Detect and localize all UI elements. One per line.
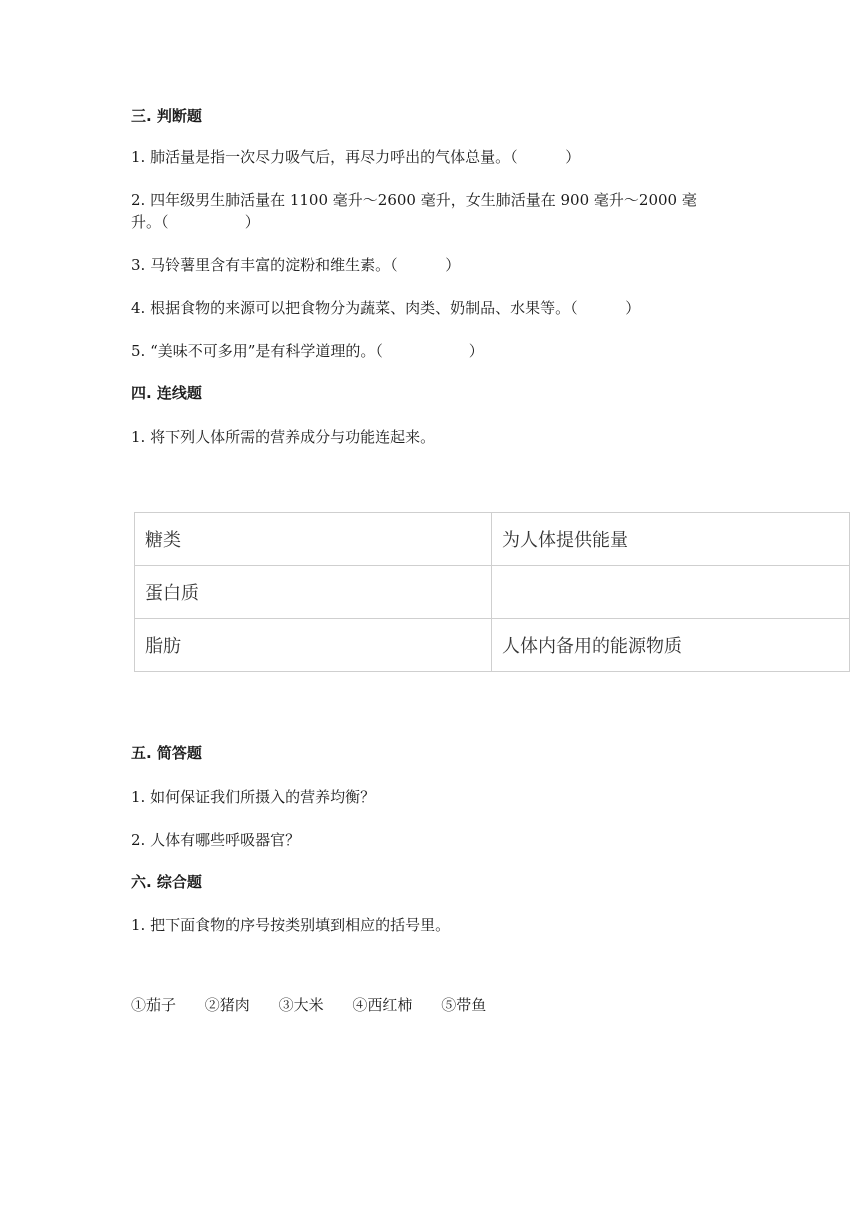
food-item: ⑤带鱼 xyxy=(441,996,487,1014)
matching-table xyxy=(134,512,850,672)
judgment-question-4: 4. 根据食物的来源可以把食物分为蔬菜、肉类、奶制品、水果等。（ ） xyxy=(131,299,641,317)
judgment-question-3: 3. 马铃薯里含有丰富的淀粉和维生素。（ ） xyxy=(131,256,461,274)
nutrient-cell[interactable]: 脂肪 xyxy=(135,619,492,672)
section-title-comprehensive: 六. 综合题 xyxy=(131,873,202,891)
food-item: ④西红柿 xyxy=(352,996,413,1014)
table-row xyxy=(135,566,850,619)
function-cell[interactable] xyxy=(492,566,850,619)
food-item: ①茄子 xyxy=(131,996,177,1014)
food-list xyxy=(131,994,510,1016)
judgment-question-1: 1. 肺活量是指一次尽力吸气后，再尽力呼出的气体总量。（ ） xyxy=(131,148,581,166)
section-title-short-answer: 五. 简答题 xyxy=(131,744,202,762)
matching-question-1: 1. 将下列人体所需的营养成分与功能连起来。 xyxy=(131,428,436,446)
table-row xyxy=(135,513,850,566)
judgment-question-5: 5. “美味不可多用”是有科学道理的。（ ） xyxy=(131,342,484,360)
food-item: ②猪肉 xyxy=(204,996,250,1014)
section-title-judgment: 三. 判断题 xyxy=(131,107,202,125)
nutrient-cell[interactable]: 糖类 xyxy=(135,513,492,566)
food-item: ③大米 xyxy=(278,996,324,1014)
short-answer-question-2: 2. 人体有哪些呼吸器官？ xyxy=(131,831,301,849)
judgment-question-2: 2. 四年级男生肺活量在 1100 毫升～2600 毫升，女生肺活量在 900 毫升～2000 毫升。（ ） xyxy=(131,191,697,231)
comprehensive-question-1: 1. 把下面食物的序号按类别填到相应的括号里。 xyxy=(131,916,451,934)
nutrient-cell[interactable]: 蛋白质 xyxy=(135,566,492,619)
section-title-matching: 四. 连线题 xyxy=(131,384,202,402)
short-answer-question-1: 1. 如何保证我们所摄入的营养均衡？ xyxy=(131,788,376,806)
function-cell[interactable]: 为人体提供能量 xyxy=(492,513,850,566)
table-row xyxy=(135,619,850,672)
function-cell[interactable]: 人体内备用的能源物质 xyxy=(492,619,850,672)
